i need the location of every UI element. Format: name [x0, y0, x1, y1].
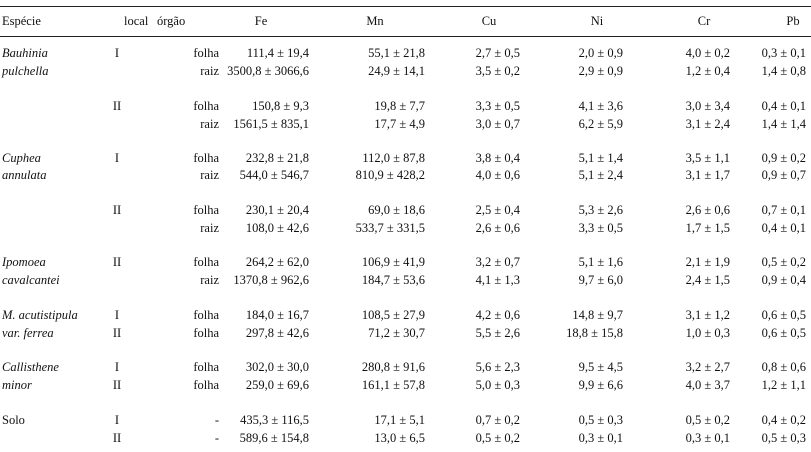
- cell-especie: Cuphea: [2, 151, 41, 165]
- cell-orgao: raiz: [200, 273, 219, 287]
- cell-pb: 0,4 ± 0,1: [761, 221, 806, 235]
- cell-ni: 9,9 ± 6,6: [578, 378, 623, 392]
- cell-cr: 1,7 ± 1,5: [685, 221, 730, 235]
- cell-mn: 106,9 ± 41,9: [361, 255, 425, 269]
- cell-fe: 297,8 ± 42,6: [245, 326, 309, 340]
- cell-pb: 0,7 ± 0,1: [761, 203, 806, 217]
- cell-mn: 112,0 ± 87,8: [362, 151, 425, 165]
- cell-local: II: [112, 378, 122, 392]
- cell-fe: 435,3 ± 116,5: [240, 413, 309, 427]
- cell-ni: 14,8 ± 9,7: [572, 308, 623, 322]
- cell-ni: 9,5 ± 4,5: [578, 360, 623, 374]
- cell-orgao: -: [214, 431, 219, 445]
- cell-cu: 5,5 ± 2,6: [475, 326, 520, 340]
- cell-especie: Callisthene: [2, 360, 59, 374]
- cell-pb: 1,4 ± 1,4: [761, 117, 806, 131]
- cell-ni: 2,9 ± 0,9: [578, 64, 623, 78]
- cell-cr: 2,4 ± 1,5: [685, 273, 730, 287]
- cell-cr: 4,0 ± 0,2: [685, 46, 730, 60]
- cell-cu: 5,0 ± 0,3: [475, 378, 520, 392]
- cell-fe: 589,6 ± 154,8: [239, 431, 309, 445]
- cell-cr: 0,5 ± 0,2: [685, 413, 730, 427]
- header-ni: Ni: [590, 14, 604, 28]
- cell-ni: 3,3 ± 0,5: [578, 221, 623, 235]
- header-cr: Cr: [697, 14, 711, 28]
- cell-cr: 1,0 ± 0,3: [685, 326, 730, 340]
- cell-orgao: -: [214, 413, 219, 427]
- cell-fe: 1370,8 ± 962,6: [233, 273, 309, 287]
- cell-mn: 69,0 ± 18,6: [368, 203, 425, 217]
- cell-orgao: raiz: [200, 168, 219, 182]
- cell-especie: minor: [2, 378, 32, 392]
- cell-mn: 533,7 ± 331,5: [355, 221, 425, 235]
- cell-orgao: raiz: [200, 221, 219, 235]
- cell-local: II: [112, 431, 122, 445]
- cell-fe: 111,4 ± 19,4: [246, 46, 309, 60]
- cell-cu: 5,6 ± 2,3: [475, 360, 520, 374]
- cell-fe: 302,0 ± 30,0: [245, 360, 309, 374]
- cell-mn: 19,8 ± 7,7: [374, 99, 425, 113]
- cell-orgao: folha: [193, 326, 219, 340]
- header-mn: Mn: [366, 14, 384, 28]
- cell-especie: pulchella: [2, 64, 49, 78]
- header-pb: Pb: [786, 14, 800, 28]
- cell-cr: 2,6 ± 0,6: [685, 203, 730, 217]
- cell-cr: 3,0 ± 3,4: [685, 99, 730, 113]
- cell-orgao: folha: [193, 99, 219, 113]
- cell-cu: 2,6 ± 0,6: [475, 221, 520, 235]
- cell-especie: Bauhinia: [2, 46, 48, 60]
- cell-ni: 0,5 ± 0,3: [578, 413, 623, 427]
- cell-ni: 5,1 ± 1,4: [578, 151, 623, 165]
- cell-ni: 6,2 ± 5,9: [578, 117, 623, 131]
- cell-mn: 17,7 ± 4,9: [374, 117, 425, 131]
- cell-ni: 9,7 ± 6,0: [578, 273, 623, 287]
- cell-mn: 108,5 ± 27,9: [361, 308, 425, 322]
- cell-ni: 4,1 ± 3,6: [578, 99, 623, 113]
- cell-cr: 3,1 ± 1,2: [685, 308, 730, 322]
- cell-orgao: folha: [193, 378, 219, 392]
- cell-mn: 280,8 ± 91,6: [361, 360, 425, 374]
- cell-ni: 5,1 ± 2,4: [578, 168, 623, 182]
- header-cu: Cu: [481, 14, 497, 28]
- cell-especie: Solo: [2, 413, 25, 427]
- cell-mn: 55,1 ± 21,8: [368, 46, 425, 60]
- cell-pb: 1,2 ± 1,1: [761, 378, 806, 392]
- cell-ni: 0,3 ± 0,1: [578, 431, 623, 445]
- cell-especie: M. acutistipula: [2, 308, 78, 322]
- cell-pb: 0,9 ± 0,2: [761, 151, 806, 165]
- cell-ni: 5,3 ± 2,6: [578, 203, 623, 217]
- cell-fe: 259,0 ± 69,6: [245, 378, 309, 392]
- cell-cu: 3,5 ± 0,2: [475, 64, 520, 78]
- cell-local: II: [112, 326, 122, 340]
- cell-orgao: folha: [193, 151, 219, 165]
- cell-especie: Ipomoea: [2, 255, 46, 269]
- cell-cu: 2,5 ± 0,4: [475, 203, 520, 217]
- table-top-rule: [0, 6, 811, 7]
- cell-fe: 232,8 ± 21,8: [245, 151, 309, 165]
- cell-orgao: folha: [193, 46, 219, 60]
- cell-pb: 0,9 ± 0,7: [761, 168, 806, 182]
- cell-especie: var. ferrea: [2, 326, 54, 340]
- cell-cu: 0,7 ± 0,2: [475, 413, 520, 427]
- cell-especie: annulata: [2, 168, 47, 182]
- cell-mn: 13,0 ± 6,5: [374, 431, 425, 445]
- cell-fe: 1561,5 ± 835,1: [233, 117, 309, 131]
- cell-local: I: [114, 46, 120, 60]
- cell-mn: 184,7 ± 53,6: [361, 273, 425, 287]
- cell-local: II: [112, 99, 122, 113]
- cell-orgao: folha: [193, 308, 219, 322]
- cell-pb: 0,8 ± 0,6: [761, 360, 806, 374]
- cell-cu: 3,0 ± 0,7: [475, 117, 520, 131]
- cell-local: I: [114, 308, 120, 322]
- cell-cu: 3,2 ± 0,7: [475, 255, 520, 269]
- cell-cu: 3,3 ± 0,5: [475, 99, 520, 113]
- cell-especie: cavalcantei: [2, 273, 60, 287]
- cell-pb: 0,5 ± 0,3: [761, 431, 806, 445]
- cell-cr: 2,1 ± 1,9: [685, 255, 730, 269]
- cell-ni: 2,0 ± 0,9: [578, 46, 623, 60]
- cell-pb: 0,9 ± 0,4: [761, 273, 806, 287]
- cell-cu: 0,5 ± 0,2: [475, 431, 520, 445]
- cell-cu: 4,0 ± 0,6: [475, 168, 520, 182]
- header-especie: Espécie: [2, 14, 41, 28]
- cell-local: II: [112, 255, 122, 269]
- cell-fe: 108,0 ± 42,6: [245, 221, 309, 235]
- cell-mn: 71,2 ± 30,7: [368, 326, 425, 340]
- cell-mn: 24,9 ± 14,1: [368, 64, 425, 78]
- cell-local: I: [114, 360, 120, 374]
- cell-fe: 184,0 ± 16,7: [245, 308, 309, 322]
- cell-pb: 0,5 ± 0,2: [761, 255, 806, 269]
- cell-mn: 810,9 ± 428,2: [355, 168, 425, 182]
- cell-ni: 18,8 ± 15,8: [566, 326, 623, 340]
- header-local: local: [124, 14, 149, 28]
- cell-pb: 0,4 ± 0,2: [761, 413, 806, 427]
- cell-mn: 17,1 ± 5,1: [374, 413, 425, 427]
- cell-pb: 0,3 ± 0,1: [761, 46, 806, 60]
- cell-cr: 3,1 ± 2,4: [685, 117, 730, 131]
- cell-orgao: folha: [193, 203, 219, 217]
- cell-cr: 3,1 ± 1,7: [685, 168, 730, 182]
- cell-fe: 264,2 ± 62,0: [245, 255, 309, 269]
- cell-mn: 161,1 ± 57,8: [361, 378, 425, 392]
- cell-orgao: raiz: [200, 117, 219, 131]
- cell-cr: 3,2 ± 2,7: [685, 360, 730, 374]
- cell-local: I: [114, 413, 120, 427]
- cell-cu: 3,8 ± 0,4: [475, 151, 520, 165]
- cell-cu: 4,1 ± 1,3: [475, 273, 520, 287]
- cell-fe: 544,0 ± 546,7: [239, 168, 309, 182]
- cell-pb: 0,6 ± 0,5: [761, 326, 806, 340]
- cell-cr: 0,3 ± 0,1: [685, 431, 730, 445]
- cell-fe: 230,1 ± 20,4: [245, 203, 309, 217]
- cell-local: II: [112, 203, 122, 217]
- header-orgao: órgão: [157, 14, 186, 28]
- cell-orgao: raiz: [200, 64, 219, 78]
- cell-pb: 0,4 ± 0,1: [761, 99, 806, 113]
- cell-cu: 4,2 ± 0,6: [475, 308, 520, 322]
- cell-pb: 0,6 ± 0,5: [761, 308, 806, 322]
- cell-local: I: [114, 151, 120, 165]
- cell-orgao: folha: [193, 255, 219, 269]
- cell-cu: 2,7 ± 0,5: [475, 46, 520, 60]
- cell-pb: 1,4 ± 0,8: [761, 64, 806, 78]
- cell-orgao: folha: [193, 360, 219, 374]
- header-fe: Fe: [254, 14, 268, 28]
- cell-cr: 1,2 ± 0,4: [685, 64, 730, 78]
- header-rule: [0, 36, 811, 37]
- cell-fe: 150,8 ± 9,3: [252, 99, 309, 113]
- cell-cr: 4,0 ± 3,7: [685, 378, 730, 392]
- cell-fe: 3500,8 ± 3066,6: [227, 64, 309, 78]
- cell-ni: 5,1 ± 1,6: [578, 255, 623, 269]
- cell-cr: 3,5 ± 1,1: [685, 151, 730, 165]
